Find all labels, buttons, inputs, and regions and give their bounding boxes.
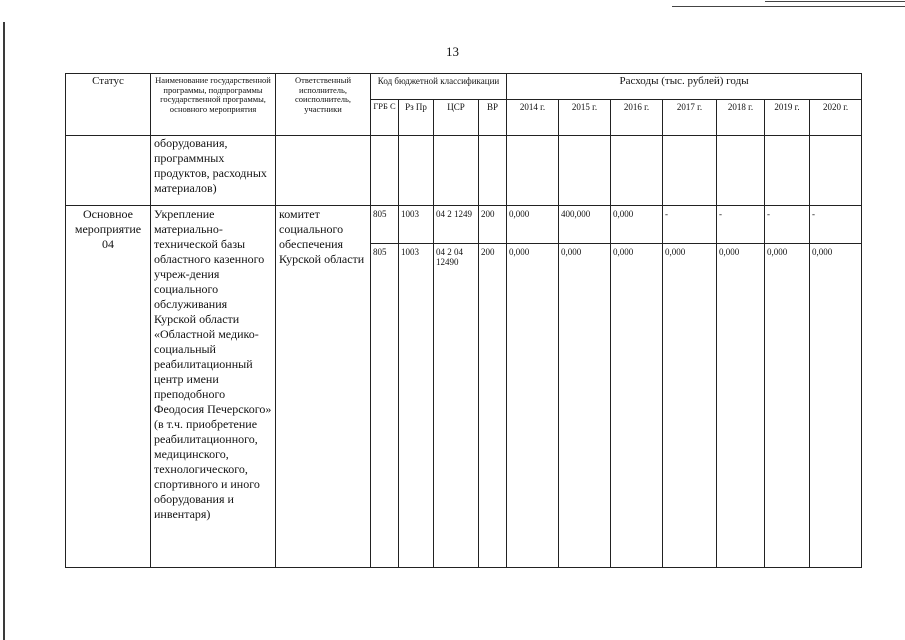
row1-grbs: 805	[371, 206, 399, 244]
header-budget-code: Код бюджетной классификации	[371, 74, 507, 100]
row2-2020: 0,000	[810, 244, 862, 568]
row1-2016: 0,000	[611, 206, 663, 244]
header-year-2018: 2018 г.	[717, 100, 765, 136]
row1-vr: 200	[479, 206, 507, 244]
row2-2016: 0,000	[611, 244, 663, 568]
table-row	[66, 206, 862, 244]
row2-grbs: 805	[371, 244, 399, 568]
row2-rzpr: 1003	[399, 244, 434, 568]
header-status: Статус	[66, 74, 151, 136]
header-name: Наименование государственной программы, подпрограммы государственной программы, основного мероприятия	[151, 74, 276, 136]
row1-2020: -	[810, 206, 862, 244]
row1-rzpr: 1003	[399, 206, 434, 244]
header-csr: ЦСР	[434, 100, 479, 136]
scan-edge-line	[3, 22, 5, 640]
measure-status: Основное мероприятие 04	[66, 206, 151, 568]
header-year-2016: 2016 г.	[611, 100, 663, 136]
budget-table	[65, 73, 862, 568]
header-rzpr: Рз Пр	[399, 100, 434, 136]
header-row	[66, 74, 862, 100]
header-year-2015: 2015 г.	[559, 100, 611, 136]
header-year-2017: 2017 г.	[663, 100, 717, 136]
measure-responsible: комитет социального обеспечения Курской области	[276, 206, 371, 568]
row1-2015: 400,000	[559, 206, 611, 244]
row2-2014: 0,000	[507, 244, 559, 568]
row2-2015: 0,000	[559, 244, 611, 568]
row1-2017: -	[663, 206, 717, 244]
header-expenses: Расходы (тыс. рублей) годы	[507, 74, 862, 100]
measure-name: Укрепление материально-технической базы областного казенного учреж-дения социального обслуживания Курской области «Областной медико-социальный реабилитационный центр имени преподобного Феодосия Печерского» (в т.ч. приобретение реабилитационного, медицинского, технологического, спортивного и иного оборудования и инвентаря)	[151, 206, 276, 568]
header-year-2014: 2014 г.	[507, 100, 559, 136]
header-responsible: Ответственный исполнитель, соисполнитель, участники	[276, 74, 371, 136]
header-year-2020: 2020 г.	[810, 100, 862, 136]
continuation-name: оборудования, программных продуктов, расходных материалов)	[151, 136, 276, 206]
row2-2018: 0,000	[717, 244, 765, 568]
scan-top-line	[765, 1, 905, 2]
row2-2017: 0,000	[663, 244, 717, 568]
page-number: 13	[446, 44, 459, 59]
row1-csr: 04 2 1249	[434, 206, 479, 244]
row1-2019: -	[765, 206, 810, 244]
header-vr: ВР	[479, 100, 507, 136]
row2-2019: 0,000	[765, 244, 810, 568]
header-year-2019: 2019 г.	[765, 100, 810, 136]
row2-csr: 04 2 04 12490	[434, 244, 479, 568]
continuation-status-cell	[66, 136, 151, 206]
row1-2014: 0,000	[507, 206, 559, 244]
row1-2018: -	[717, 206, 765, 244]
row2-vr: 200	[479, 244, 507, 568]
scan-top-line	[672, 6, 905, 7]
header-grbs: ГРБ С	[371, 100, 399, 136]
continuation-row	[66, 136, 862, 206]
